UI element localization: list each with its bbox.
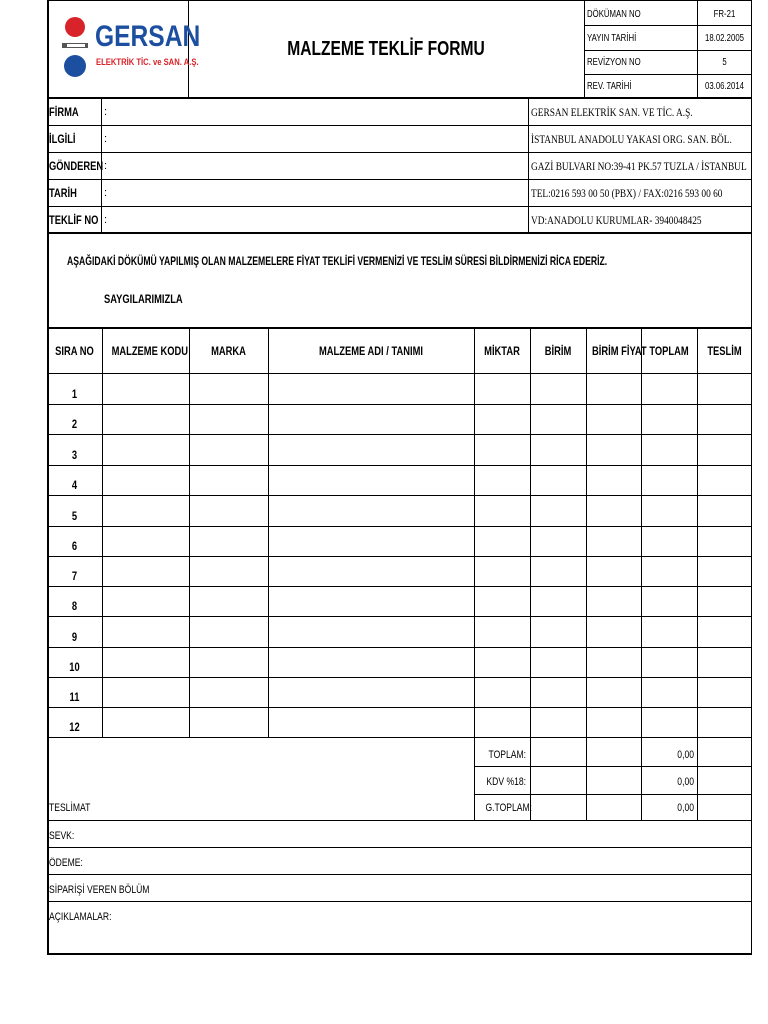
row-number: 5 — [71, 509, 78, 523]
grand-total-label: G.TOPLAM: — [485, 802, 533, 814]
table-row-line — [47, 707, 752, 708]
company-name: GERSAN ELEKTRİK SAN. VE TİC. A.Ş. — [531, 105, 693, 119]
column-line — [189, 328, 190, 737]
company-logo — [58, 10, 201, 86]
column-line — [268, 328, 269, 737]
info-line — [47, 152, 752, 153]
table-row-line — [47, 586, 752, 587]
vat-value: 0,00 — [677, 776, 694, 788]
ilgili-label: İLGİLİ — [49, 132, 76, 146]
section-border — [47, 820, 752, 821]
row-number: 2 — [71, 417, 78, 431]
teslimat-label: TESLİMAT — [49, 802, 91, 814]
column-line — [474, 328, 475, 820]
row-number: 7 — [71, 569, 78, 583]
company-phone: TEL:0216 593 00 50 (PBX) / FAX:0216 593 00 60 — [531, 186, 723, 200]
section-border — [47, 97, 752, 99]
tarih-field[interactable]: : — [104, 187, 108, 199]
row-number: 4 — [71, 478, 78, 492]
column-header-malzeme-adi: MALZEME ADI / TANIMI — [318, 344, 423, 358]
column-line — [697, 328, 698, 820]
row-number: 1 — [71, 387, 78, 401]
gonderen-field[interactable]: : — [104, 160, 108, 172]
doc-info-value: FR-21 — [713, 9, 736, 20]
doc-info-label: REVİZYON NO — [587, 57, 641, 68]
column-header-sira-no: SIRA NO — [55, 344, 94, 358]
column-line — [102, 328, 103, 737]
table-row-line — [47, 465, 752, 466]
totals-line — [474, 766, 752, 767]
info-line — [47, 206, 752, 207]
sevk-field[interactable]: SEVK: — [49, 830, 75, 842]
table-row-line — [47, 526, 752, 527]
siparis-veren-bolum-field[interactable]: SİPARİŞİ VEREN BÖLÜM — [49, 884, 150, 896]
header-divider — [697, 0, 698, 97]
table-row-line — [47, 434, 752, 435]
top-border — [47, 0, 752, 1]
grand-total-value: 0,00 — [677, 802, 694, 814]
info-divider — [528, 98, 529, 232]
info-line — [47, 125, 752, 126]
table-top-border — [47, 327, 752, 329]
column-line — [586, 328, 587, 820]
row-number: 12 — [69, 720, 80, 734]
header-divider — [584, 0, 585, 97]
row-number: 8 — [71, 599, 78, 613]
doc-info-label: REV. TARİHİ — [587, 81, 632, 92]
doc-info-label: DÖKÜMAN NO — [587, 9, 641, 20]
table-row-line — [47, 404, 752, 405]
totals-line — [474, 794, 752, 795]
column-header-birim-fiyat: BİRİM FİYAT — [592, 344, 647, 358]
firma-field[interactable]: : — [104, 106, 108, 118]
firma-label: FİRMA — [49, 105, 79, 119]
footer-line — [47, 874, 752, 875]
column-header-teslim: TESLİM — [707, 344, 742, 358]
section-border — [47, 232, 752, 234]
aciklamalar-field[interactable]: AÇIKLAMALAR: — [49, 911, 112, 923]
company-address: GAZİ BULVARI NO:39-41 PK.57 TUZLA / İSTANBUL — [531, 159, 747, 173]
footer-line — [47, 847, 752, 848]
teklif-no-label: TEKLİF NO — [49, 213, 99, 227]
company-tax: VD:ANADOLU KURUMLAR- 3940048425 — [531, 213, 702, 227]
table-row-line — [47, 556, 752, 557]
tarih-label: TARİH — [49, 186, 77, 200]
teklif-no-field[interactable]: : — [104, 214, 108, 226]
ilgili-field[interactable]: : — [104, 133, 108, 145]
total-value: 0,00 — [677, 749, 694, 761]
doc-info-line — [584, 25, 752, 26]
footer-line — [47, 901, 752, 902]
odeme-field[interactable]: ÖDEME: — [49, 857, 83, 869]
doc-info-value: 18.02.2005 — [704, 33, 745, 44]
column-line — [530, 328, 531, 820]
form-title: MALZEME TEKLİF FORMU — [287, 38, 485, 60]
company-region: İSTANBUL ANADOLU YAKASI ORG. SAN. BÖL. — [531, 132, 732, 146]
total-label: TOPLAM: — [488, 749, 526, 761]
doc-info-line — [584, 50, 752, 51]
row-number: 3 — [71, 448, 78, 462]
vat-label: KDV %18: — [486, 776, 526, 788]
column-header-toplam: TOPLAM — [649, 344, 689, 358]
doc-info-line — [584, 74, 752, 75]
table-row-line — [47, 647, 752, 648]
table-row-line — [47, 495, 752, 496]
column-header-miktar: MİKTAR — [484, 344, 520, 358]
table-row-line — [47, 616, 752, 617]
column-line — [641, 328, 642, 820]
row-number: 10 — [69, 660, 80, 674]
column-header-malzeme-kodu: MALZEME KODU — [111, 344, 189, 358]
doc-info-value: 5 — [722, 57, 727, 68]
row-number: 11 — [69, 690, 80, 704]
doc-info-label: YAYIN TARİHİ — [587, 33, 637, 44]
info-line — [47, 179, 752, 180]
table-row-line — [47, 677, 752, 678]
column-header-marka: MARKA — [211, 344, 246, 358]
logo-subtitle: ELEKTRİK TİC. ve SAN. A.Ş. — [96, 57, 199, 67]
table-row-line — [47, 737, 752, 738]
logo-name: GERSAN — [95, 20, 201, 53]
row-number: 6 — [71, 539, 78, 553]
table-header-line — [47, 373, 752, 374]
column-header-birim: BİRİM — [544, 344, 572, 358]
gonderen-label: GÖNDEREN — [49, 159, 104, 173]
row-number: 9 — [71, 630, 78, 644]
greeting: SAYGILARIMIZLA — [104, 292, 183, 306]
request-message: AŞAĞIDAKİ DÖKÜMÜ YAPILMIŞ OLAN MALZEMELERE FİYAT TEKLİFİ VERMENİZİ VE TESLİM SÜRESİ BİLDİRMENİZİ RİCA EDERİZ. — [67, 254, 608, 268]
doc-info-value: 03.06.2014 — [704, 81, 745, 92]
